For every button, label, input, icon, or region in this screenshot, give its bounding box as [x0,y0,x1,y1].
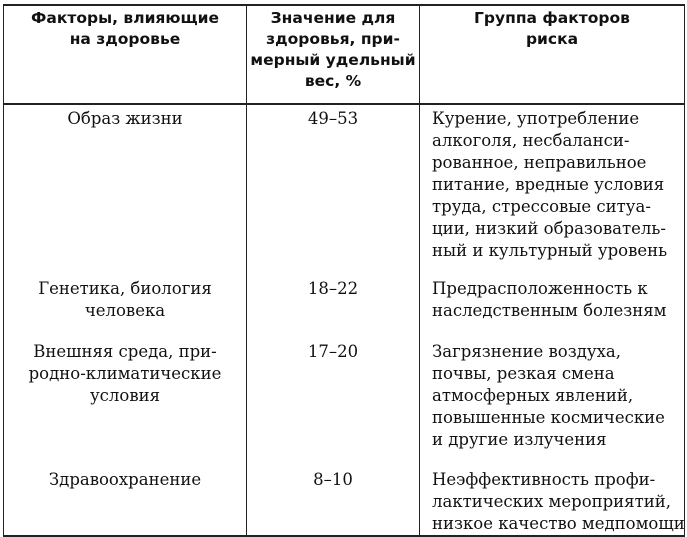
table-row [4,333,685,463]
factor-cell [4,270,247,333]
factor-line: Внешняя среда, при- [33,342,217,361]
header-risk-group [420,5,685,104]
factor-cell [4,104,247,270]
risk-cell [420,104,685,270]
table-row [4,463,685,536]
risk-line: ции, низкий образователь- [432,219,666,238]
header-risk-line: Группа факторов [474,9,630,27]
table-header [4,5,685,104]
risk-line: Курение, употребление [432,109,640,128]
header-factors-line: Факторы, влияющие [31,9,219,27]
risk-line: Предрасположенность к [432,279,648,298]
risk-cell [420,270,685,333]
factor-line: Генетика, биология [38,279,212,298]
header-value-line: вес, % [304,72,362,90]
risk-line: лактических мероприятий, [432,492,671,511]
factor-line: Здравоохранение [48,470,202,489]
value-cell: 17–20 [247,333,420,463]
header-value-line: мерный удельный [250,51,416,69]
risk-line: наследственным болезням [432,301,667,320]
factor-line: родно-климатические [28,364,222,383]
table-row [4,270,685,333]
header-row [4,5,685,104]
risk-line: атмосферных явлений, [432,386,634,405]
risk-line: алкоголя, несбаланси- [432,131,630,150]
value-cell: 18–22 [247,270,420,333]
header-factors [4,5,247,104]
risk-line: ный и культурный уровень [432,241,668,260]
risk-line: труда, стрессовые ситуа- [432,197,651,216]
risk-cell [420,463,685,536]
risk-line: повышенные космические [432,408,665,427]
risk-line: рованное, неправильное [432,153,647,172]
health-factors-table [3,4,685,537]
table-body [4,104,685,536]
factor-line: Образ жизни [67,109,183,128]
risk-line: Неэффективность профи- [432,470,656,489]
risk-line: почвы, резкая смена [432,364,615,383]
factor-cell [4,333,247,463]
value-cell: 49–53 [247,104,420,270]
header-value-line: здоровья, при- [266,30,400,48]
table-row [4,104,685,270]
factor-cell [4,463,247,536]
risk-line: и другие излучения [432,430,607,449]
risk-line: питание, вредные условия [432,175,665,194]
risk-line: низкое качество медпомощи [432,514,685,533]
value-cell: 8–10 [247,463,420,536]
header-value-line: Значение для [270,9,396,27]
risk-cell [420,333,685,463]
header-value [247,5,420,104]
header-risk-line: риска [525,30,579,48]
header-factors-line: на здоровье [69,30,181,48]
factor-line: условия [89,386,161,405]
risk-line: Загрязнение воздуха, [432,342,621,361]
factor-line: человека [84,301,166,320]
